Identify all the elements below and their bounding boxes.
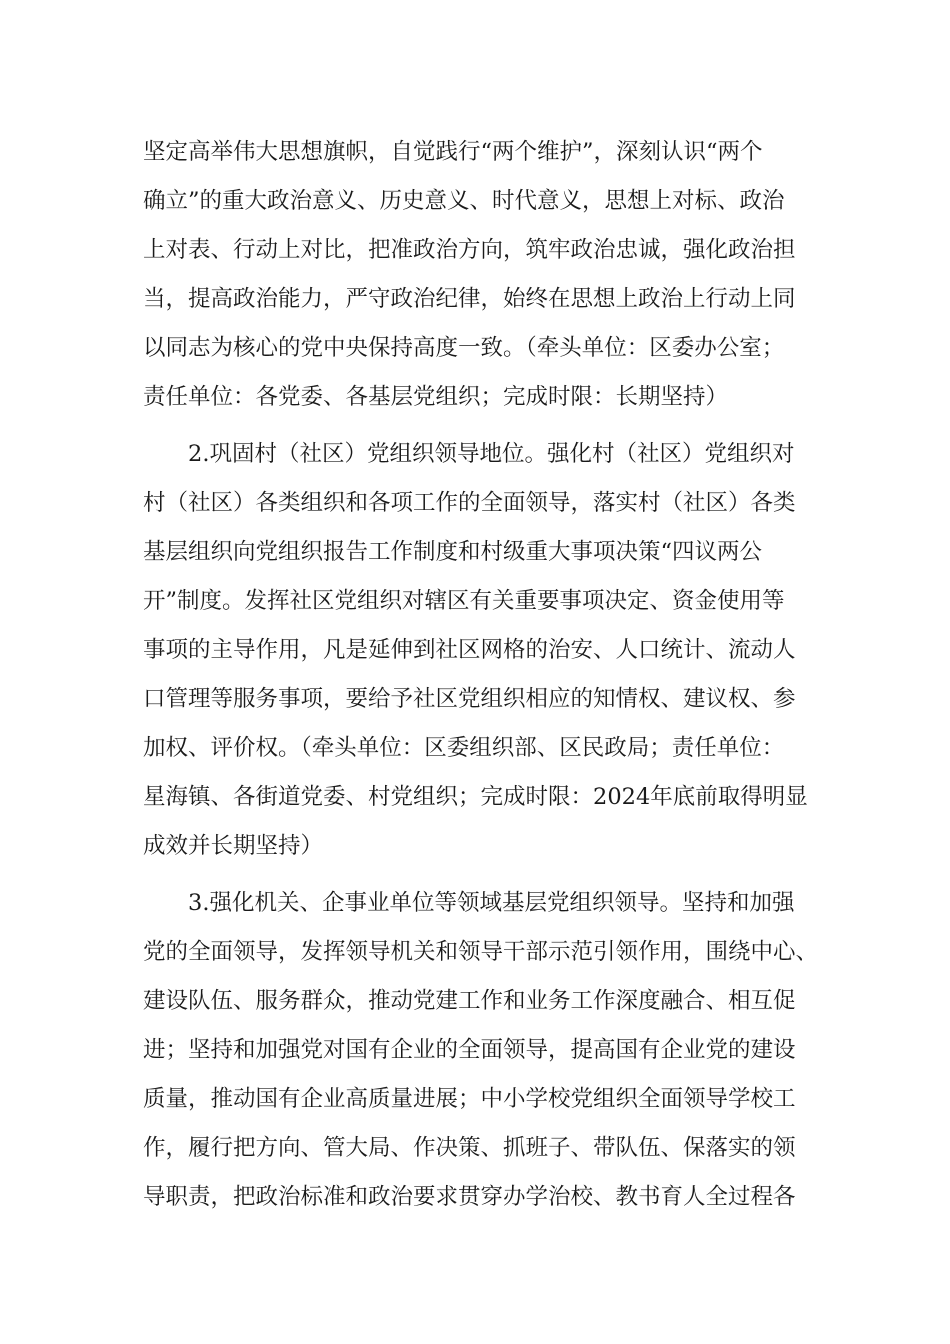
- text-line: 当，提高政治能力，严守政治纪律，始终在思想上政治上行动上同: [143, 286, 796, 312]
- text-line: 建设队伍、服务群众，推动党建工作和业务工作深度融合、相互促: [143, 988, 796, 1014]
- text-line: 上对表、行动上对比，把准政治方向，筑牢政治忠诚，强化政治担: [143, 237, 796, 263]
- paragraph: [143, 430, 833, 871]
- text-line: 进；坚持和加强党对国有企业的全面领导，提高国有企业党的建设: [143, 1037, 796, 1063]
- text-line: 2.巩固村（社区）党组织领导地位。强化村（社区）党组织对: [188, 441, 795, 467]
- document-body: [143, 128, 833, 1222]
- text-line: 加权、评价权。（牵头单位：区委组织部、区民政局；责任单位：: [143, 735, 785, 761]
- text-line: 星海镇、各街道党委、村党组织；完成时限：2024年底前取得明显: [143, 784, 808, 810]
- text-line: 开”制度。发挥社区党组织对辖区有关重要事项决定、资金使用等: [143, 588, 785, 614]
- text-line: 村（社区）各类组织和各项工作的全面领导，落实村（社区）各类: [143, 490, 796, 516]
- paragraph: [143, 879, 833, 1222]
- paragraph: [143, 128, 833, 422]
- text-line: 以同志为核心的党中央保持高度一致。（牵头单位：区委办公室；: [143, 335, 785, 361]
- text-line: 确立”的重大政治意义、历史意义、时代意义，思想上对标、政治: [143, 188, 785, 214]
- text-line: 导职责，把政治标准和政治要求贯穿办学治校、教书育人全过程各: [143, 1184, 796, 1210]
- text-line: 责任单位：各党委、各基层党组织；完成时限：长期坚持）: [143, 384, 729, 410]
- text-line: 坚定高举伟大思想旗帜，自觉践行“两个维护”，深刻认识“两个: [143, 139, 763, 165]
- text-line: 基层组织向党组织报告工作制度和村级重大事项决策“四议两公: [143, 539, 763, 565]
- text-line: 党的全面领导，发挥领导机关和领导干部示范引领作用，围绕中心、: [143, 939, 819, 965]
- text-line: 作，履行把方向、管大局、作决策、抓班子、带队伍、保落实的领: [143, 1135, 796, 1161]
- text-line: 口管理等服务事项，要给予社区党组织相应的知情权、建议权、参: [143, 686, 796, 712]
- text-line: 成效并长期坚持）: [143, 833, 324, 859]
- text-line: 3.强化机关、企事业单位等领域基层党组织领导。坚持和加强: [188, 890, 795, 916]
- text-line: 事项的主导作用，凡是延伸到社区网格的治安、人口统计、流动人: [143, 637, 796, 663]
- text-line: 质量，推动国有企业高质量进展；中小学校党组织全面领导学校工: [143, 1086, 796, 1112]
